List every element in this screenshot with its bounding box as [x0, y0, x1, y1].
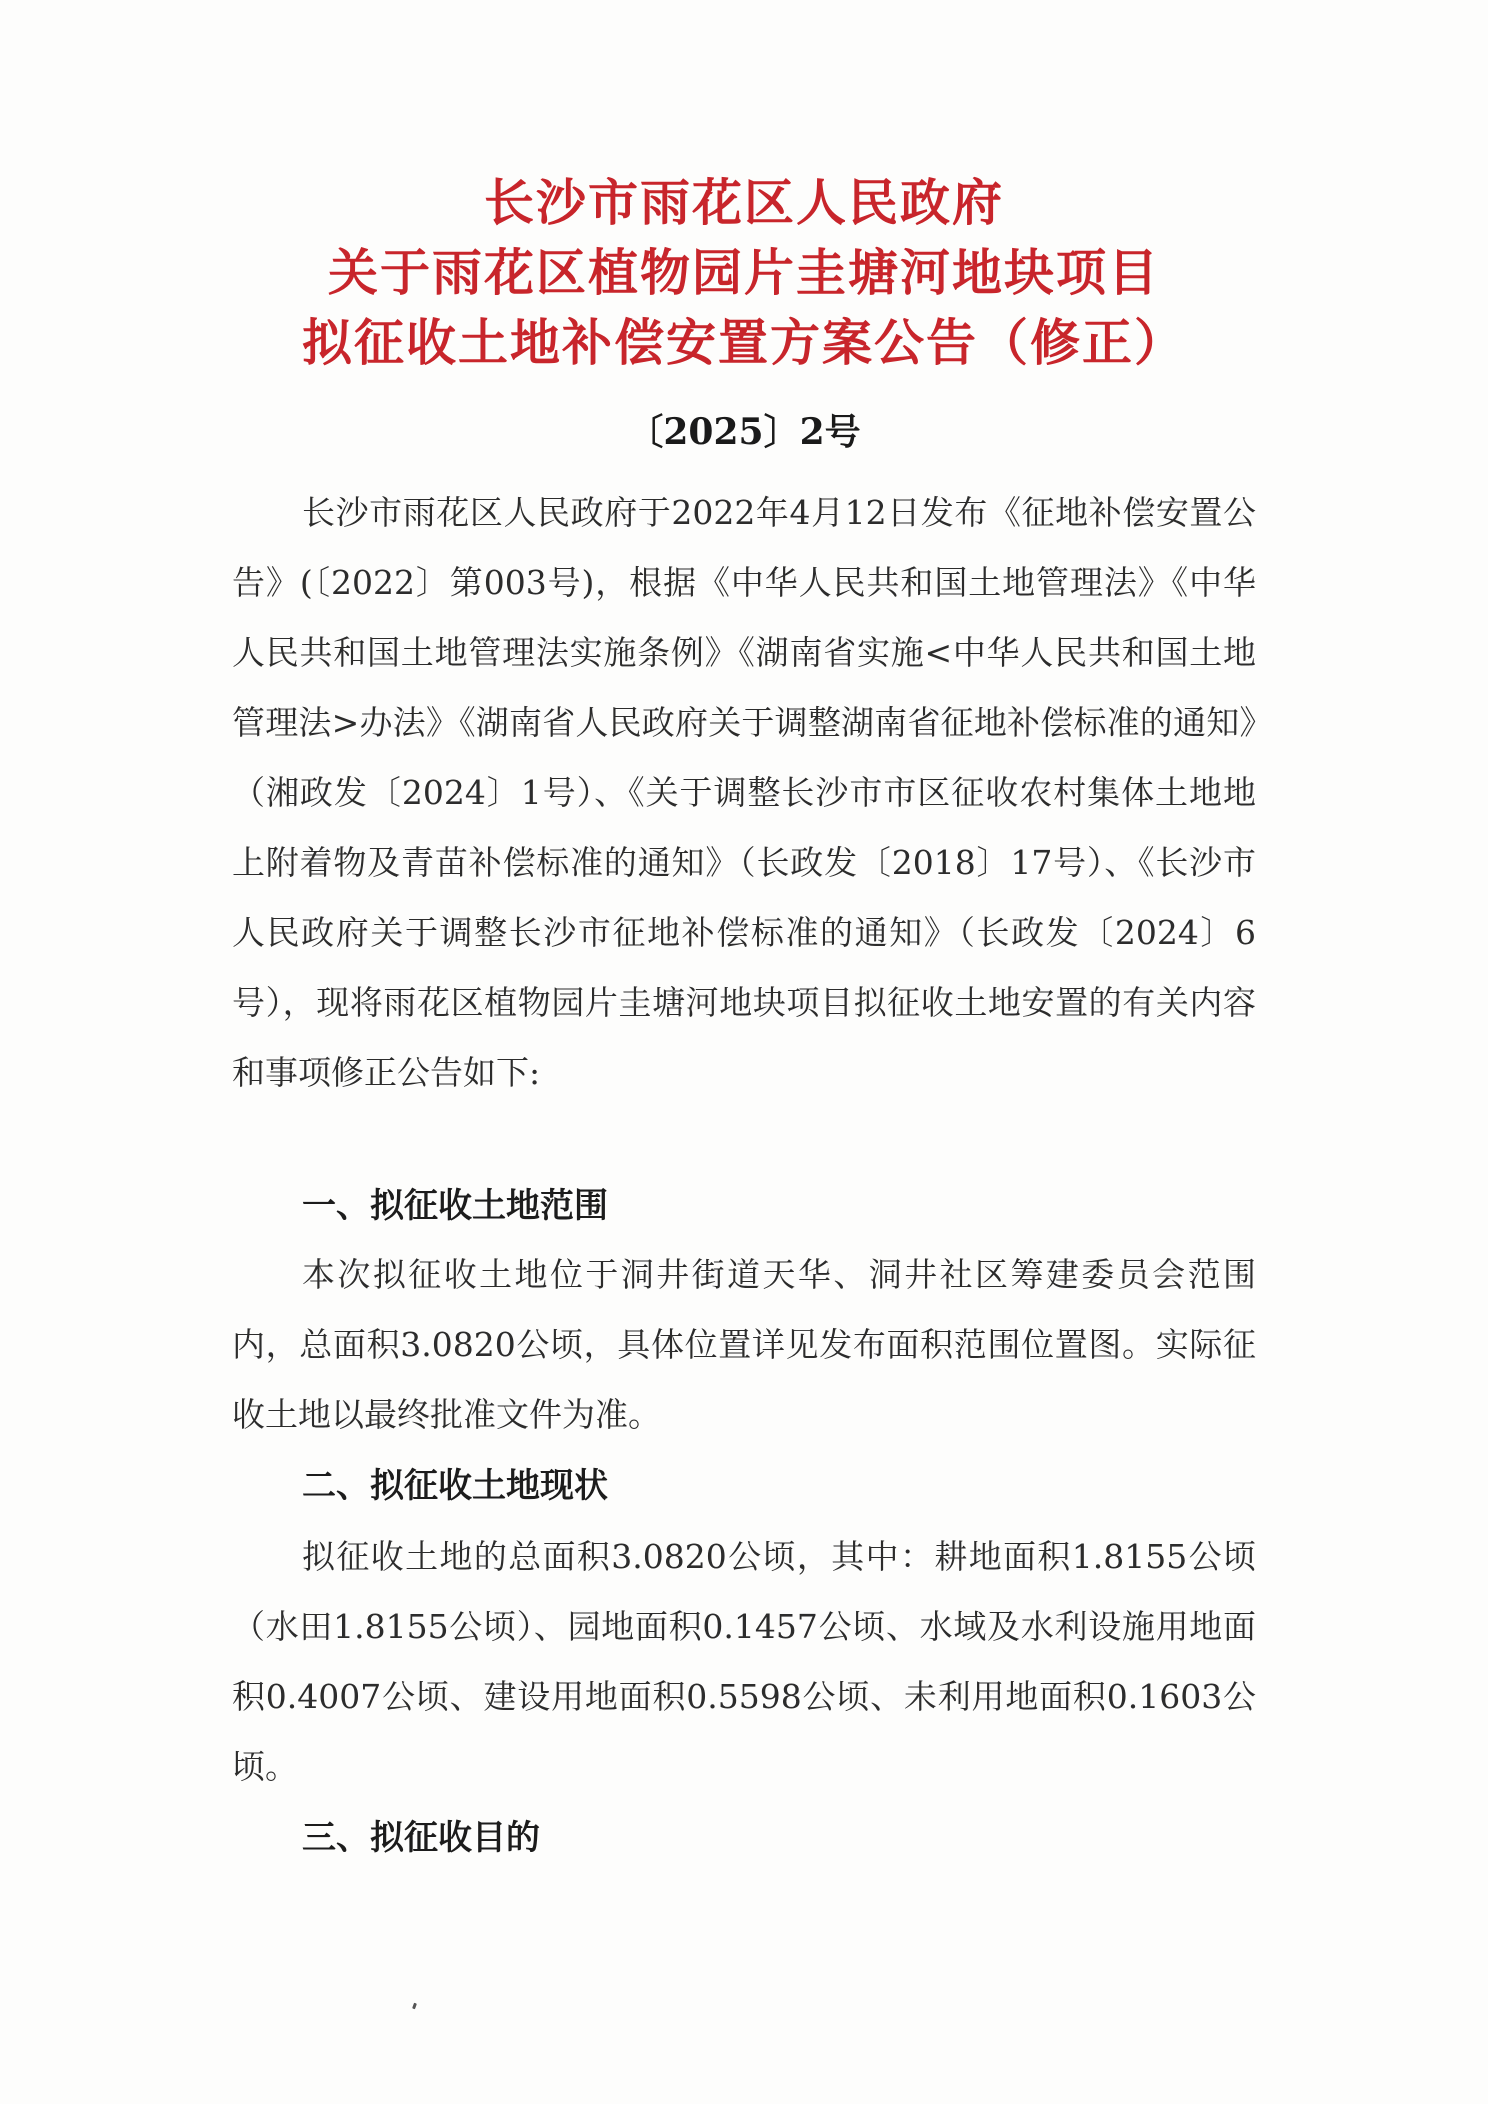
section-text-1: 本次拟征收土地位于洞井街道天华、洞井社区筹建委员会范围内，总面积3.0820公顷，具体位置详见发布面积范围位置图。实际征收土地以最终批准文件为准。 — [232, 1255, 1256, 1434]
document-title — [0, 168, 1488, 378]
title-line-1: 长沙市雨花区人民政府 — [484, 173, 1004, 232]
section-heading-3: 三、拟征收目的 — [302, 1818, 540, 1858]
title-line-3: 拟征收土地补偿安置方案公告（修正） — [302, 313, 1186, 372]
section-heading-1: 一、拟征收土地范围 — [302, 1186, 608, 1226]
scan-speck — [412, 2003, 417, 2010]
section-heading-2: 二、拟征收土地现状 — [302, 1466, 608, 1506]
intro-paragraph: 长沙市雨花区人民政府于2022年4月12日发布《征地补偿安置公告》(〔2022〕第003号)，根据《中华人民共和国土地管理法》《中华人民共和国土地管理法实施条例》《湖南省实施<中华人民共和国土地管理法>办法》《湖南省人民政府关于调整湖南省征地补偿标准的通知》（湘政发〔2024〕1号）、《关于调整长沙市市区征收农村集体土地地上附着物及青苗补偿标准的通知》（长政发〔2018〕17号）、《长沙市人民政府关于调整长沙市征地补偿标准的通知》（长政发〔2024〕6号），现将雨花区植物园片圭塘河地块项目拟征收土地安置的有关内容和事项修正公告如下: — [232, 493, 1256, 1092]
title-line-2: 关于雨花区植物园片圭塘河地块项目 — [328, 243, 1160, 302]
document-number: 〔2025〕2号 — [627, 411, 861, 453]
section-text-2: 拟征收土地的总面积3.0820公顷，其中：耕地面积1.8155公顷（水田1.8155公顷）、园地面积0.1457公顷、水域及水利设施用地面积0.4007公顷、建设用地面积0.5598公顷、未利用地面积0.1603公顷。 — [232, 1537, 1256, 1786]
